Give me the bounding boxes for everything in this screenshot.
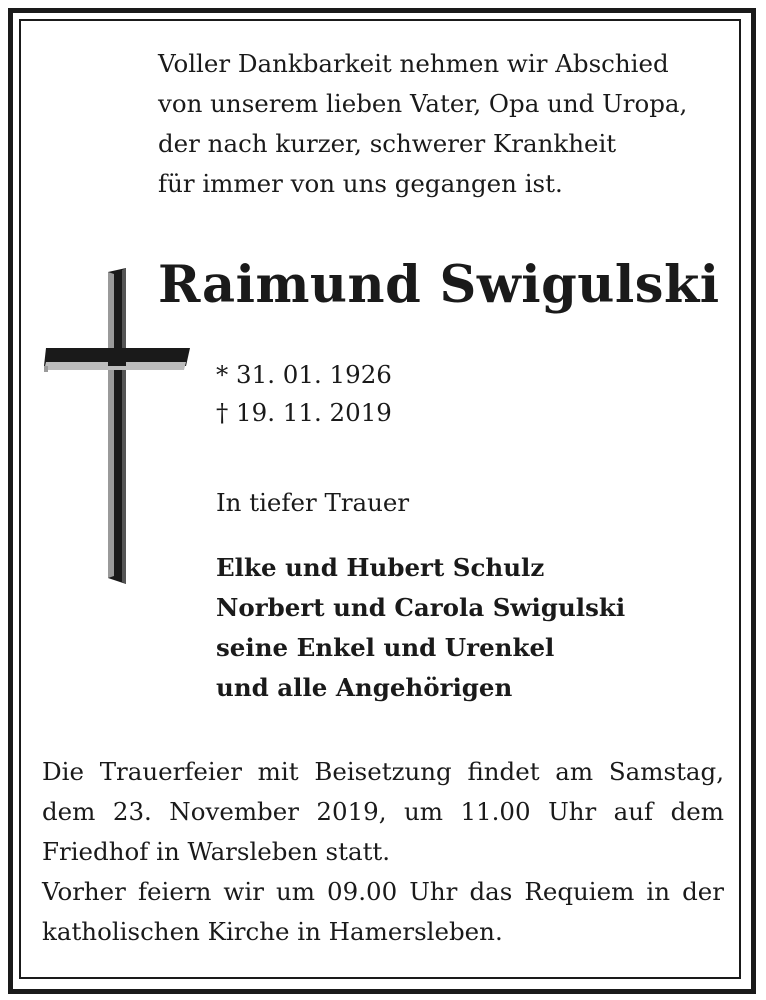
- intro-line: der nach kurzer, schwerer Krankheit: [158, 129, 617, 158]
- intro-text: [158, 44, 738, 204]
- ceremony-line: Vorher feiern wir um 09.00 Uhr das Requiem in der: [42, 877, 724, 906]
- intro-line: Voller Dankbarkeit nehmen wir Abschied: [158, 49, 669, 78]
- ceremony-line: Friedhof in Warsleben statt.: [42, 837, 391, 866]
- intro-line: für immer von uns gegangen ist.: [158, 169, 563, 198]
- ceremony-line: Die Trauerfeier mit Beisetzung findet am Samstag,: [42, 757, 724, 786]
- intro-line: von unserem lieben Vater, Opa und Uropa,: [158, 89, 688, 118]
- death-date: † 19. 11. 2019: [216, 398, 392, 427]
- ceremony-notice: [42, 752, 724, 952]
- birth-date: * 31. 01. 1926: [216, 360, 392, 389]
- mourners-list: [216, 548, 625, 708]
- mourning-phrase: In tiefer Trauer: [216, 488, 410, 517]
- mourner-entry: und alle Angehörigen: [216, 673, 513, 702]
- mourner-entry: Elke und Hubert Schulz: [216, 553, 545, 582]
- ceremony-line: katholischen Kirche in Hamersleben.: [42, 917, 503, 946]
- life-dates: [216, 356, 392, 432]
- mourner-entry: Norbert und Carola Swigulski: [216, 593, 626, 622]
- deceased-name: Raimund Swigulski: [158, 255, 720, 315]
- ceremony-line: dem 23. November 2019, um 11.00 Uhr auf dem: [42, 797, 724, 826]
- mourner-entry: seine Enkel und Urenkel: [216, 633, 555, 662]
